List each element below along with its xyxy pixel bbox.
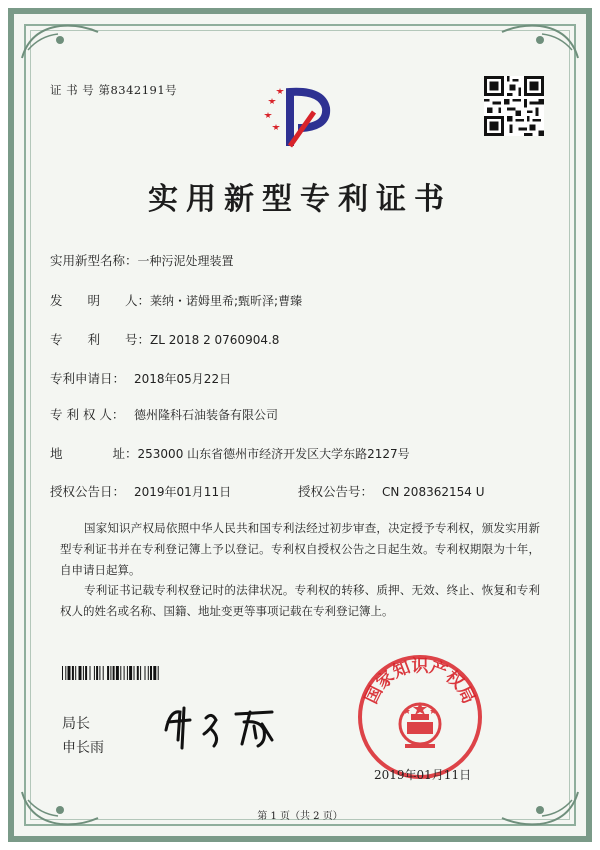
patent-office-logo [262,82,342,152]
field-patentee [50,405,278,423]
field-label: 授权公告号： [298,484,374,499]
certificate-title: 实用新型专利证书 [148,182,452,217]
legal-status-paragraph: 专利证书记载专利权登记时的法律状况。专利权的转移、质押、无效、终止、恢复和专利权人的姓名或名称、国籍、地址变更等事项记载在专利登记簿上。 [60,583,540,618]
field-inventor [50,291,302,309]
certificate-number: 证 书 号 第8342191号 [50,83,178,97]
director-title: 局长 [62,716,90,732]
page-footer: 第 1 页（共 2 页） [257,811,343,822]
official-seal [355,652,485,782]
field-label: 发 明 人： [50,293,151,308]
field-label: 地 址： [50,446,138,461]
field-utility-model-name [50,251,234,269]
field-label: 专 利 权 人： [50,407,125,422]
seal-date: 2019年01月11日 [374,768,472,782]
field-label: 专利申请日： [50,371,126,386]
corner-ornament-top-left [20,20,100,60]
field-value: 2018年05月22日 [134,372,232,386]
field-value: CN 208362154 U [382,485,485,499]
field-value: 一种污泥处理装置 [137,254,234,268]
qr-code [484,76,544,136]
grant-statement-paragraph: 国家知识产权局依照中华人民共和国专利法经过初步审查，决定授予专利权，颁发实用新型专利证书并在专利登记簿上予以登记。专利权自授权公告之日起生效。专利权期限为十年，自申请日起算。 [60,521,540,577]
field-value: 253000 山东省德州市经济开发区大学东路2127号 [137,447,410,461]
field-patent-number [50,330,279,348]
field-label: 授权公告日： [50,484,126,499]
barcode [62,665,220,679]
field-grant-number [298,482,484,500]
seal-text: 国家知识产权局 [361,656,479,708]
field-value: 德州隆科石油装备有限公司 [134,408,279,422]
field-value: 莱纳・诺姆里希;甄昕泽;曹臻 [150,294,303,308]
director-name: 申长雨 [62,740,104,756]
field-label: 实用新型名称： [50,253,138,268]
corner-ornament-top-right [500,20,580,60]
field-label: 专 利 号： [50,332,151,347]
svg-text:国家知识产权局 [362,657,479,707]
field-value: 2019年01月11日 [134,485,232,499]
director-signature [160,700,290,752]
field-grant-date [50,482,231,500]
field-address [50,444,410,462]
field-value: ZL 2018 2 0760904.8 [150,333,280,347]
field-filing-date [50,369,231,387]
